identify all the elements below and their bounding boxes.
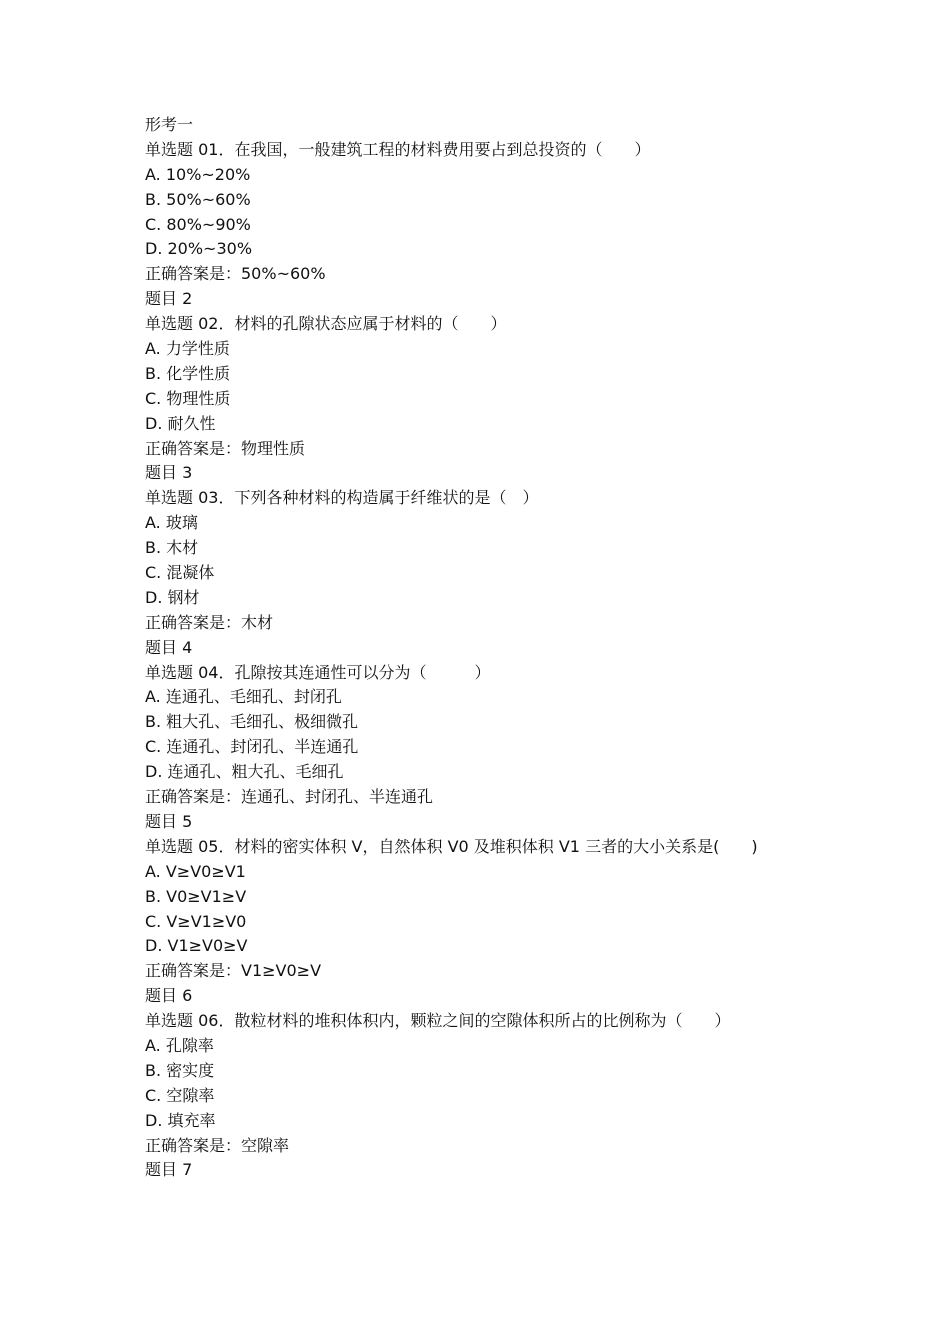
correct-answer: 正确答案是：木材: [145, 612, 274, 632]
question-heading: 题目 7: [145, 1160, 193, 1180]
question-stem: 单选题 06．散粒材料的堆积体积内，颗粒之间的空隙体积所占的比例称为（ ）: [145, 1011, 731, 1031]
option-d: D. 钢材: [145, 587, 200, 607]
option-d: D. 填充率: [145, 1110, 216, 1130]
correct-answer: 正确答案是：物理性质: [145, 438, 306, 458]
option-a: A. 力学性质: [145, 339, 230, 359]
question-stem: 单选题 02．材料的孔隙状态应属于材料的（ ）: [145, 314, 507, 334]
option-a: A. 连通孔、毛细孔、封闭孔: [145, 687, 342, 707]
question-heading: 题目 2: [145, 289, 193, 309]
correct-answer: 正确答案是：V1≥V0≥V: [145, 961, 322, 981]
option-b: B. 木材: [145, 538, 199, 558]
option-c: C. 连通孔、封闭孔、半连通孔: [145, 737, 359, 757]
question-heading: 题目 3: [145, 463, 193, 483]
correct-answer: 正确答案是：50%~60%: [145, 264, 326, 284]
option-d: D. 连通孔、粗大孔、毛细孔: [145, 762, 344, 782]
option-d: D. V1≥V0≥V: [145, 936, 248, 956]
option-d: D. 耐久性: [145, 413, 216, 433]
option-a: A. 10%~20%: [145, 164, 251, 184]
option-c: C. 物理性质: [145, 388, 231, 408]
correct-answer: 正确答案是：连通孔、封闭孔、半连通孔: [145, 787, 434, 807]
document-title: 形考一: [145, 115, 194, 134]
document-content: [145, 113, 825, 1183]
question-stem: 单选题 03．下列各种材料的构造属于纤维状的是（ ）: [145, 488, 539, 508]
question-stem: 单选题 04．孔隙按其连通性可以分为（ ）: [145, 662, 491, 682]
question-heading: 题目 4: [145, 637, 193, 657]
option-c: C. 80%~90%: [145, 214, 251, 234]
option-a: A. 玻璃: [145, 513, 198, 533]
question-heading: 题目 6: [145, 986, 193, 1006]
option-a: A. 孔隙率: [145, 1035, 214, 1055]
option-c: C. 空隙率: [145, 1085, 215, 1105]
option-c: C. V≥V1≥V0: [145, 911, 247, 931]
option-a: A. V≥V0≥V1: [145, 861, 246, 881]
option-d: D. 20%~30%: [145, 239, 253, 259]
option-c: C. 混凝体: [145, 563, 215, 583]
option-b: B. 50%~60%: [145, 189, 251, 209]
option-b: B. 粗大孔、毛细孔、极细微孔: [145, 712, 359, 732]
question-heading: 题目 5: [145, 811, 193, 831]
option-b: B. V0≥V1≥V: [145, 886, 247, 906]
correct-answer: 正确答案是：空隙率: [145, 1135, 290, 1155]
option-b: B. 化学性质: [145, 363, 231, 383]
option-b: B. 密实度: [145, 1060, 215, 1080]
question-stem: 单选题 05．材料的密实体积 V，自然体积 V0 及堆积体积 V1 三者的大小关系是( ): [145, 836, 758, 856]
question-stem: 单选题 01．在我国，一般建筑工程的材料费用要占到总投资的（ ）: [145, 139, 651, 159]
